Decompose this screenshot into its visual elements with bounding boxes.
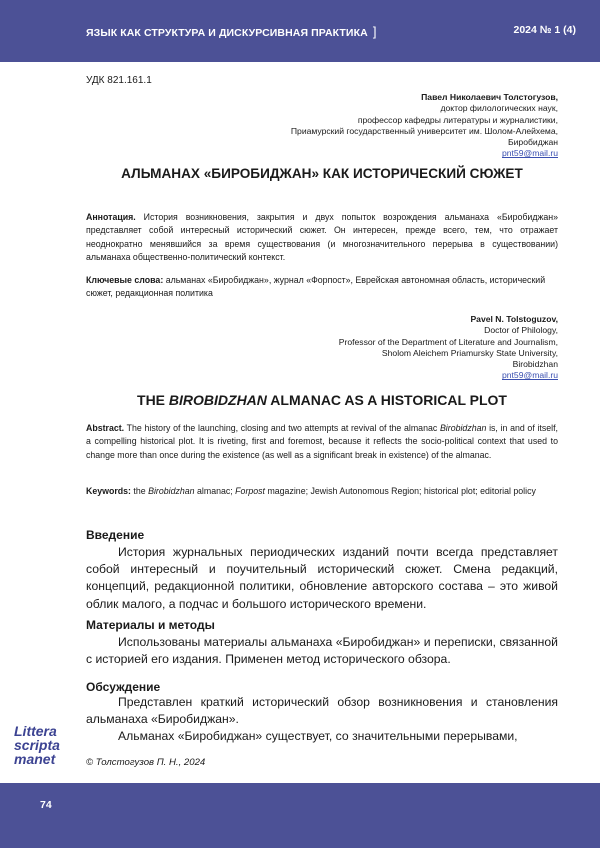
author-info-ru xyxy=(178,92,558,160)
svg-text:manet: manet xyxy=(14,751,56,767)
issue-number: 2024 № 1 (4) xyxy=(513,24,576,36)
author-university-en: Sholom Aleichem Priamursky State University, xyxy=(381,347,558,358)
author-name-en: Pavel N. Tolstoguzov, xyxy=(470,314,558,324)
abstract-text: История возникновения, закрытия и двух попыток возрождения альманаха «Биробиджан» представляет собой интересный исторический сюжет. Он интересен, прежде всего, тем, что отражает неоднократно менявшийся за время существования (и многозначительного перерыва в существовании) альманаха общественно-политический контекст. xyxy=(86,212,558,262)
abstract-label: Аннотация. xyxy=(86,212,136,222)
paragraph-discussion-2: Альманах «Биробиджан» существует, со значительными перерывами, xyxy=(118,729,518,743)
author-position: профессор кафедры литературы и журналистики, xyxy=(357,114,558,125)
journal-title: ЯЗЫК КАК СТРУКТУРА И ДИСКУРСИВНАЯ ПРАКТИКА ] xyxy=(86,24,377,39)
copyright-notice: © Толстогузов П. Н., 2024 xyxy=(86,757,206,768)
footer-band xyxy=(0,783,600,848)
author-info-en xyxy=(178,314,558,382)
section-heading-intro: Введение xyxy=(86,528,145,542)
keywords-label: Ключевые слова: xyxy=(86,275,164,285)
svg-text:scripta: scripta xyxy=(14,737,60,753)
journal-logo xyxy=(6,722,78,770)
author-degree: доктор филологических наук, xyxy=(440,103,558,114)
author-email-link-en[interactable]: pnt59@mail.ru xyxy=(501,370,558,381)
svg-text:Littera: Littera xyxy=(14,723,57,739)
header-band xyxy=(0,0,600,62)
keywords-label-en: Keywords: xyxy=(86,486,131,496)
author-email-link[interactable]: pnt59@mail.ru xyxy=(501,148,558,159)
keywords-en: Keywords: the Birobidzhan almanac; Forpost magazine; Jewish Autonomous Region; historical plot; editorial policy xyxy=(86,486,536,496)
author-university: Приамурский государственный университет им. Шолом-Алейхема, xyxy=(290,125,558,136)
keywords-text: альманах «Биробиджан», журнал «Форпост», Еврейская автономная область, исторический сюжет, редакционная политика xyxy=(86,275,546,299)
article-title-ru: АЛЬМАНАХ «БИРОБИДЖАН» КАК ИСТОРИЧЕСКИЙ СЮЖЕТ xyxy=(121,166,523,181)
article-title-en: THE BIROBIDZHAN ALMANAC AS A HISTORICAL PLOT xyxy=(137,392,507,408)
keywords-ru xyxy=(86,274,558,301)
author-name: Павел Николаевич Толстогузов, xyxy=(421,92,558,102)
author-city: Биробиджан xyxy=(507,137,558,148)
paragraph-discussion-1: Представлен краткий исторический обзор возникновения и становления альманаха «Биробиджан». xyxy=(86,695,558,727)
abstract-label-en: Abstract. xyxy=(86,423,125,433)
paragraph-intro: История журнальных периодических изданий почти всегда представляет собой интересный и поучительный исторический сюжет. Смена редакций, концепций, редакционной политики, обновление авторского состава – это живой облик малого, а подчас и большого исторического времени. xyxy=(86,545,558,611)
section-heading-discussion: Обсуждение xyxy=(86,680,161,694)
paragraph-materials: Использованы материалы альманаха «Биробиджан» и переписки, связанной с историей его издания. Применен метод исторического обзора. xyxy=(86,635,558,667)
udc-code: УДК 821.161.1 xyxy=(86,75,152,86)
author-position-en: Professor of the Department of Literature and Journalism, xyxy=(338,336,558,347)
author-city-en: Birobidzhan xyxy=(512,359,558,370)
section-heading-materials: Материалы и методы xyxy=(86,618,215,632)
author-degree-en: Doctor of Philology, xyxy=(484,325,558,336)
abstract-ru xyxy=(86,211,558,264)
page-number: 74 xyxy=(40,799,52,811)
abstract-en: Abstract. The history of the launching, closing and two attempts at revival of the almanac Birobidzhan is, in and of itself, a compelling historical plot. It is riveting, first and foremost, because it reflects the socio-political context that used to change more than once during the existence (as well as a significant break in existence) of the almanac. xyxy=(86,423,558,460)
